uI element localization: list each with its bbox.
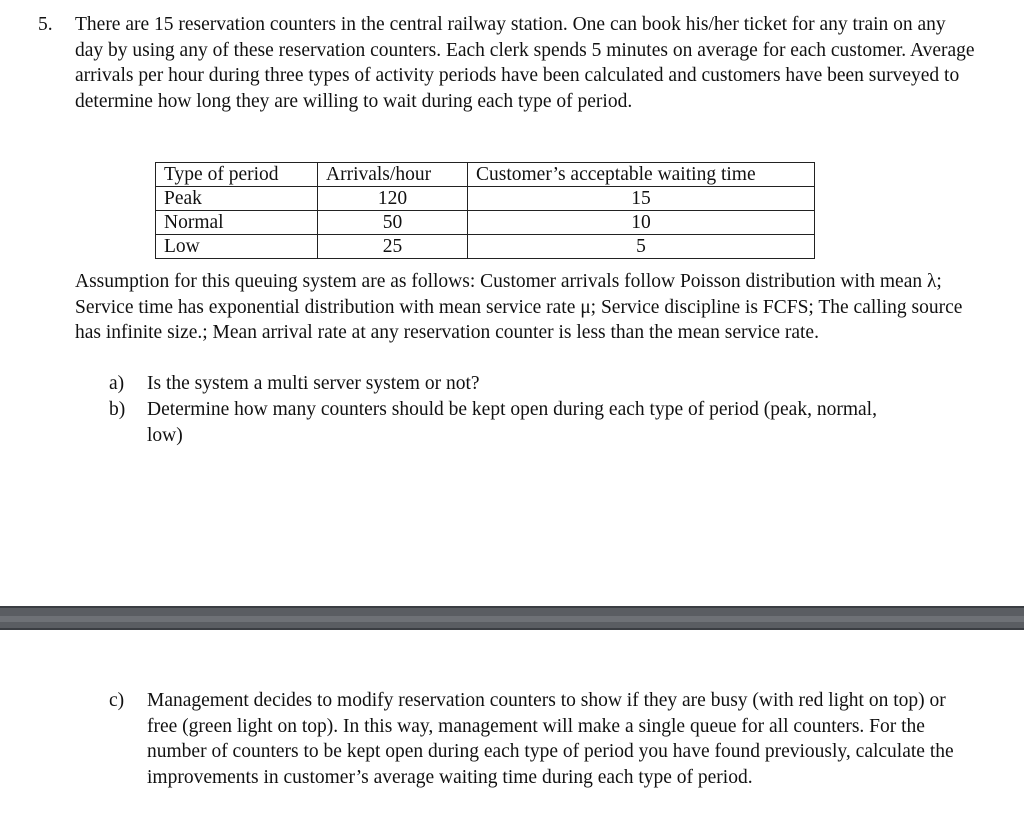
table-cell: Peak [156,187,318,211]
subquestion-text: Is the system a multi server system or not? [147,373,480,394]
question-number: 5. [38,14,53,35]
table-cell: 25 [318,235,468,259]
arrival-table [155,162,815,259]
table-row [156,187,815,211]
subquestion-marker: a) [109,373,125,394]
question-intro: There are 15 reservation counters in the central railway station. One can book his/her ticket for any train on any day by using any of these reservation counters. Each clerk spends 5 minutes on average for each customer. Average arrivals per hour during three types of activity periods have been calculated and customers have been surveyed to determine how long they are willing to wait during each type of period. [75,14,975,112]
assumptions-paragraph: Assumption for this queuing system are as follows: Customer arrivals follow Poisson distribution with mean λ; Service time has exponential distribution with mean service rate μ; Service discipline is FCFS; The calling source has infinite size.; Mean arrival rate at any reservation counter is less than the mean service rate. [75,271,963,343]
subquestion-text: Management decides to modify reservation counters to show if they are busy (with red light on top) or free (green light on top). In this way, management will make a single queue for all counters. For the number of counters to be kept open during each type of period you have found previously, calculate the improvements in customer’s average waiting time during each type of period. [147,690,954,788]
table-header: Arrivals/hour [318,163,468,187]
table-header: Type of period [156,163,318,187]
subquestion-marker: c) [109,690,125,711]
page-lower-section [0,630,1024,815]
table-cell: Normal [156,211,318,235]
page-divider [0,606,1024,630]
table-cell: 5 [468,235,815,259]
subquestion-text: Determine how many counters should be kept open during each type of period (peak, normal, low) [147,399,877,446]
table-header-row [156,163,815,187]
table-header: Customer’s acceptable waiting time [468,163,815,187]
table-cell: Low [156,235,318,259]
table-cell: 50 [318,211,468,235]
table-row [156,235,815,259]
table-row [156,211,815,235]
divider-band [0,616,1024,622]
table-cell: 15 [468,187,815,211]
table-cell: 10 [468,211,815,235]
table-cell: 120 [318,187,468,211]
subquestion-marker: b) [109,399,126,420]
